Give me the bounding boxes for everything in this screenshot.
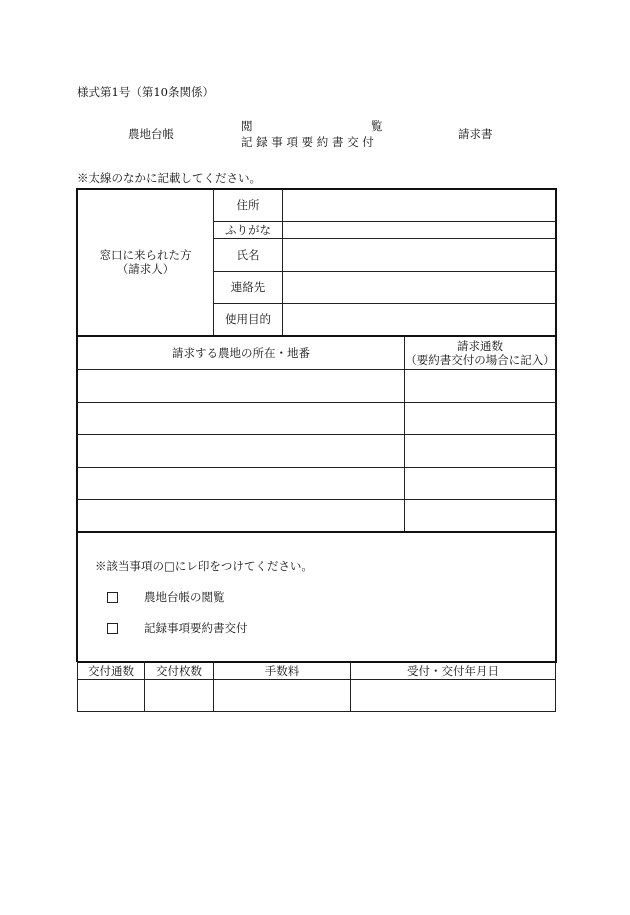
land-location-field-3[interactable] [78, 435, 404, 467]
name-label: 氏名 [236, 247, 260, 262]
land-location-field-4[interactable] [78, 468, 404, 499]
inspection-checkbox[interactable] [107, 592, 118, 603]
issued-sheets-header: 交付枚数 [156, 663, 202, 678]
request-count-field-2[interactable] [405, 403, 555, 434]
issued-sheets-field[interactable] [145, 680, 213, 711]
request-count-field-5[interactable] [405, 500, 555, 531]
title-right: 請求書 [458, 127, 493, 141]
title-left: 農地台帳 [128, 127, 174, 141]
option-summary-issue[interactable] [107, 622, 248, 636]
issued-copies-field[interactable] [78, 680, 144, 711]
title-top-right: 覧 [371, 119, 383, 133]
name-field[interactable] [283, 239, 555, 271]
instruction: ※太線のなかに記載してください。 [77, 171, 261, 185]
reception-date-header: 受付・交付年月日 [407, 663, 499, 678]
issued-copies-header: 交付通数 [88, 663, 134, 678]
address-field[interactable] [283, 189, 555, 221]
request-count-field-4[interactable] [405, 468, 555, 499]
fee-field[interactable] [214, 680, 350, 711]
address-label: 住所 [236, 197, 260, 212]
request-count-field-1[interactable] [405, 370, 555, 402]
requester-label-line2: （請求人） [116, 262, 175, 276]
land-location-field-1[interactable] [78, 370, 404, 402]
option-inspection[interactable] [107, 591, 225, 605]
checkbox-note: ※該当事項の□にレ印をつけてください。 [95, 559, 313, 573]
title-bottom: 記 録 事 項 要 約 書 交 付 [241, 135, 374, 149]
title-top-left: 閲 [241, 119, 253, 133]
land-location-field-5[interactable] [78, 500, 404, 531]
contact-label: 連絡先 [230, 280, 266, 295]
reception-date-field[interactable] [351, 680, 555, 711]
land-location-field-2[interactable] [78, 403, 404, 434]
request-count-header-line1: 請求通数 [457, 338, 503, 353]
land-location-header: 請求する農地の所在・地番 [172, 345, 310, 360]
inspection-option-label: 農地台帳の閲覧 [144, 590, 225, 604]
requester-label-line1: 窓口に来られた方 [99, 247, 192, 262]
form-number: 様式第1号（第10条関係） [77, 85, 214, 99]
fee-header: 手数料 [264, 663, 300, 678]
summary-issue-option-label: 記録事項要約書交付 [144, 621, 248, 635]
summary-issue-checkbox[interactable] [107, 623, 118, 634]
request-count-header [405, 337, 555, 369]
request-count-field-3[interactable] [405, 435, 555, 467]
purpose-label: 使用目的 [225, 312, 271, 327]
furigana-field[interactable] [283, 222, 555, 238]
furigana-label: ふりがな [225, 222, 271, 237]
purpose-field[interactable] [283, 304, 555, 335]
request-count-header-line2: （要約書交付の場合に記入） [405, 353, 555, 367]
requester-group-label [78, 189, 213, 335]
contact-field[interactable] [283, 272, 555, 303]
